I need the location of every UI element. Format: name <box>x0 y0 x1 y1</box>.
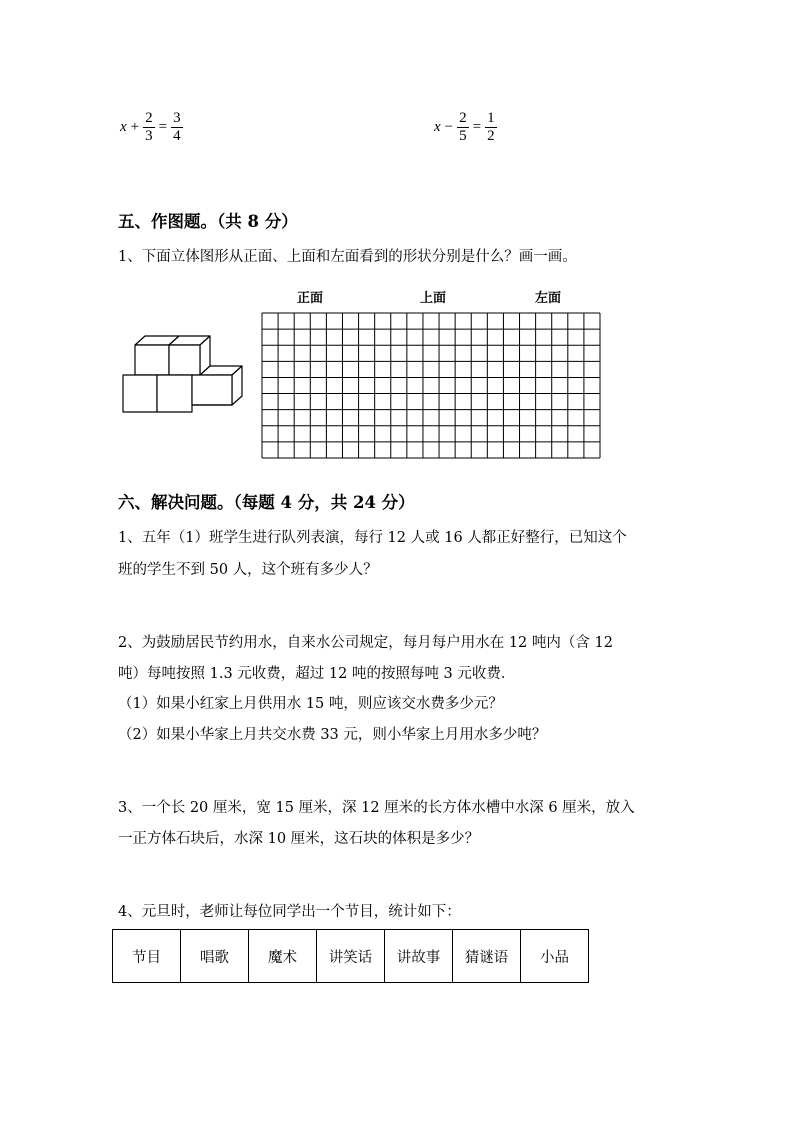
fraction-denominator: 5 <box>459 128 467 144</box>
section-5-question-1: 1、下面立体图形从正面、上面和左面看到的形状分别是什么？画一画。 <box>118 249 577 265</box>
fraction-numerator: 2 <box>145 110 153 126</box>
fraction-numerator: 2 <box>459 110 467 126</box>
table-cell: 小品 <box>521 930 589 983</box>
question-1-line-2: 班的学生不到 50 人，这个班有多少人？ <box>118 562 378 578</box>
fraction-denominator: 3 <box>145 128 153 144</box>
equation-2 <box>434 110 499 145</box>
question-3-line-1: 3、一个长 20 厘米，宽 15 厘米，深 12 厘米的长方体水槽中水深 6 厘米，放入 <box>118 800 635 816</box>
table-cell: 讲故事 <box>385 930 453 983</box>
question-2-line-1: 2、为鼓励居民节约用水，自来水公司规定，每月每户用水在 12 吨内（含 12 <box>118 635 613 651</box>
fraction <box>171 110 183 145</box>
question-2-sub-2: （2）如果小华家上月共交水费 33 元，则小华家上月用水多少吨？ <box>118 727 547 743</box>
equation-operator: − <box>444 119 454 135</box>
fraction <box>143 110 155 145</box>
section-6-heading: 六、解决问题。（每题 4 分，共 24 分） <box>118 493 415 512</box>
fraction-numerator: 1 <box>487 110 495 126</box>
question-3-line-2: 一正方体石块后，水深 10 厘米，这石块的体积是多少？ <box>118 831 480 847</box>
fraction-numerator: 3 <box>173 110 181 126</box>
question-1-line-1: 1、五年（1）班学生进行队列表演，每行 12 人或 16 人都正好整行，已知这个 <box>118 530 627 546</box>
question-2-sub-1: （1）如果小红家上月供用水 15 吨，则应该交水费多少元？ <box>118 696 503 712</box>
section-5-heading: 五、作图题。（共 8 分） <box>118 212 298 231</box>
question-2-line-2: 吨）每吨按照 1.3 元收费，超过 12 吨的按照每吨 3 元收费． <box>118 666 516 682</box>
table-cell: 猜谜语 <box>453 930 521 983</box>
fraction-denominator: 2 <box>487 128 495 144</box>
equals-sign: = <box>472 119 482 135</box>
view-label-left: 左面 <box>535 291 562 306</box>
fraction <box>485 110 497 145</box>
view-label-front: 正面 <box>297 291 324 306</box>
equation-variable: x <box>434 119 441 135</box>
equation-operator: + <box>130 119 140 135</box>
table-cell: 唱歌 <box>181 930 249 983</box>
view-label-top: 上面 <box>420 291 447 306</box>
table-cell: 讲笑话 <box>317 930 385 983</box>
equals-sign: = <box>158 119 168 135</box>
fraction <box>457 110 469 145</box>
fraction-denominator: 4 <box>173 128 181 144</box>
equation-1 <box>120 110 185 145</box>
table-row <box>113 930 589 983</box>
cube-solid-figure <box>118 330 248 420</box>
program-table <box>112 929 589 983</box>
equation-variable: x <box>120 119 127 135</box>
table-cell: 节目 <box>113 930 181 983</box>
question-4-line-1: 4、元旦时，老师让每位同学出一个节目，统计如下： <box>118 904 461 920</box>
table-cell: 魔术 <box>249 930 317 983</box>
drawing-grid <box>261 312 601 459</box>
